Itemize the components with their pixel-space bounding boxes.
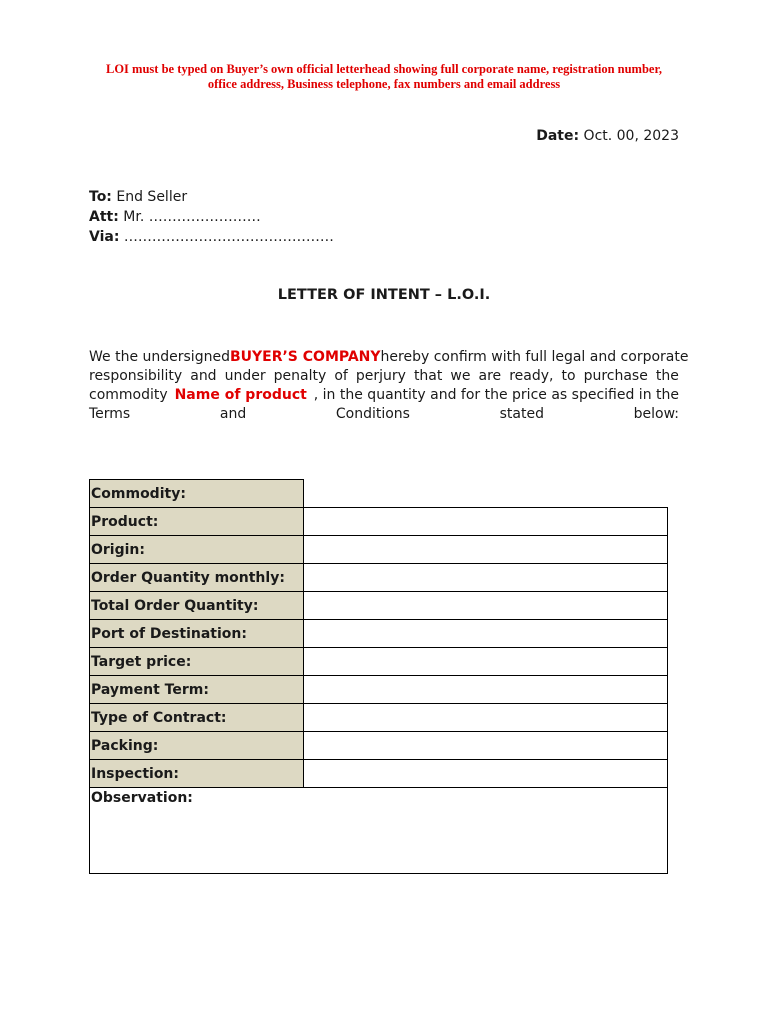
to-line bbox=[89, 188, 187, 207]
date-label: Date: bbox=[536, 128, 580, 144]
word: responsibility bbox=[89, 368, 183, 384]
paragraph-text: commodity bbox=[89, 387, 168, 403]
word: the bbox=[655, 368, 679, 384]
payment-term-field[interactable] bbox=[304, 676, 668, 704]
word: are bbox=[478, 368, 502, 384]
table-row bbox=[90, 592, 668, 620]
product-field[interactable] bbox=[304, 508, 668, 536]
to-label: To: bbox=[89, 189, 112, 205]
table-row bbox=[90, 704, 668, 732]
intent-paragraph bbox=[89, 348, 689, 424]
row-label-port-of-destination: Port of Destination: bbox=[90, 620, 304, 648]
word: stated bbox=[499, 406, 544, 422]
table-row bbox=[90, 732, 668, 760]
word: below: bbox=[633, 406, 679, 422]
word: purchase bbox=[583, 368, 648, 384]
table-row bbox=[90, 620, 668, 648]
row-label-origin: Origin: bbox=[90, 536, 304, 564]
paragraph-line-3 bbox=[89, 386, 679, 405]
target-price-field[interactable] bbox=[304, 648, 668, 676]
total-order-quantity-field[interactable] bbox=[304, 592, 668, 620]
table-row bbox=[90, 480, 668, 508]
letterhead-notice bbox=[60, 62, 708, 92]
row-label-payment-term: Payment Term: bbox=[90, 676, 304, 704]
notice-line-1: LOI must be typed on Buyer’s own official letterhead showing full corporate name, registration number, bbox=[106, 62, 662, 76]
order-details-table bbox=[89, 479, 668, 874]
table-row bbox=[90, 676, 668, 704]
word: Terms bbox=[89, 406, 131, 422]
row-label-product: Product: bbox=[90, 508, 304, 536]
word: and bbox=[219, 406, 247, 422]
via-label: Via: bbox=[89, 229, 120, 245]
table-row bbox=[90, 760, 668, 788]
row-label-order-quantity-monthly: Order Quantity monthly: bbox=[90, 564, 304, 592]
document-title: LETTER OF INTENT – L.O.I. bbox=[277, 287, 491, 303]
row-label-packing: Packing: bbox=[90, 732, 304, 760]
word: penalty bbox=[273, 368, 327, 384]
paragraph-line-2 bbox=[89, 367, 679, 386]
row-label-total-order-quantity: Total Order Quantity: bbox=[90, 592, 304, 620]
att-line bbox=[89, 208, 261, 227]
buyer-company: BUYER’S COMPANY bbox=[229, 349, 381, 365]
product-name: Name of product bbox=[174, 387, 307, 403]
date-value: Oct. 00, 2023 bbox=[583, 128, 679, 144]
word: that bbox=[413, 368, 443, 384]
table-row bbox=[90, 536, 668, 564]
packing-field[interactable] bbox=[304, 732, 668, 760]
word: ready, bbox=[509, 368, 554, 384]
word: perjury bbox=[355, 368, 406, 384]
paragraph-text: , in the quantity and for the price as specified in the bbox=[313, 387, 679, 403]
paragraph-line-1 bbox=[89, 348, 689, 367]
paragraph-text: We the undersigned bbox=[89, 349, 230, 365]
word: we bbox=[450, 368, 471, 384]
paragraph-line-4 bbox=[89, 405, 679, 424]
inspection-field[interactable] bbox=[304, 760, 668, 788]
word: under bbox=[224, 368, 266, 384]
paragraph-text: hereby confirm with full legal and corporate bbox=[380, 349, 689, 365]
commodity-field[interactable] bbox=[304, 480, 668, 508]
row-label-commodity: Commodity: bbox=[90, 480, 304, 508]
row-label-inspection: Inspection: bbox=[90, 760, 304, 788]
table-row bbox=[90, 508, 668, 536]
date-line bbox=[536, 128, 679, 144]
att-label: Att: bbox=[89, 209, 119, 225]
word: of bbox=[334, 368, 348, 384]
origin-field[interactable] bbox=[304, 536, 668, 564]
type-of-contract-field[interactable] bbox=[304, 704, 668, 732]
word: to bbox=[561, 368, 576, 384]
observation-label: Observation: bbox=[91, 790, 193, 806]
order-quantity-monthly-field[interactable] bbox=[304, 564, 668, 592]
word: and bbox=[190, 368, 217, 384]
table-row bbox=[90, 564, 668, 592]
via-value: ……………………………………… bbox=[123, 229, 334, 245]
to-value: End Seller bbox=[116, 189, 188, 205]
row-label-type-of-contract: Type of Contract: bbox=[90, 704, 304, 732]
notice-line-2: office address, Business telephone, fax numbers and email address bbox=[207, 77, 561, 91]
port-of-destination-field[interactable] bbox=[304, 620, 668, 648]
word: Conditions bbox=[335, 406, 410, 422]
table-row bbox=[90, 788, 668, 874]
observation-field[interactable] bbox=[90, 788, 668, 874]
table-row bbox=[90, 648, 668, 676]
row-label-target-price: Target price: bbox=[90, 648, 304, 676]
att-value: Mr. …………………… bbox=[123, 209, 261, 225]
via-line bbox=[89, 228, 334, 247]
